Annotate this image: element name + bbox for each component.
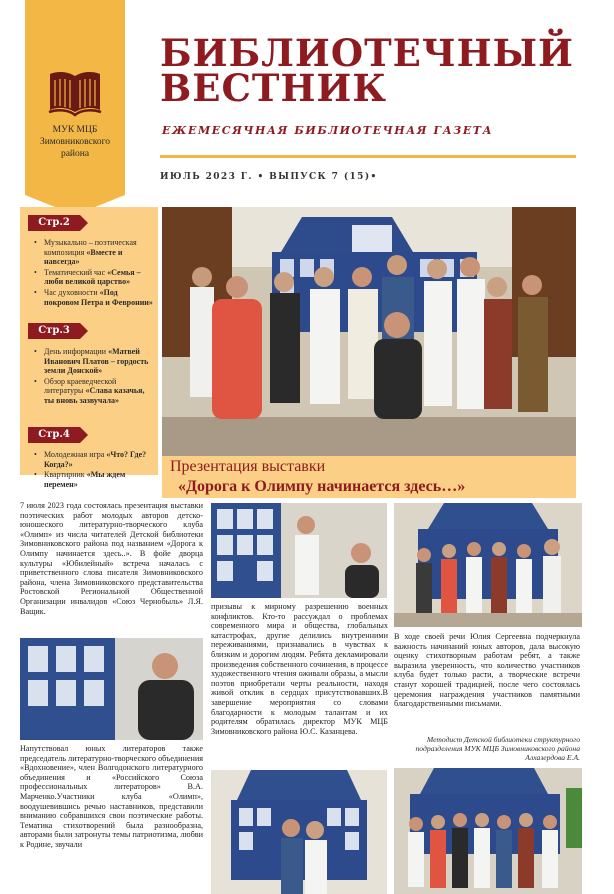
list-item: • Час духовности «Под покровом Петра и Февронии» — [34, 288, 154, 307]
participants-photo — [394, 503, 582, 627]
article-title: «Дорога к Олимпу начинается здесь…» — [178, 478, 466, 495]
list-item: • Молодежная игра «Что? Где? Когда?» — [34, 450, 154, 469]
group-photo — [162, 207, 576, 457]
open-book-icon — [47, 68, 103, 118]
article-paragraph: В ходе своей речи Юлия Сергеевна подчеркнула важность начинаний юных авторов, дала высокую оценку стихотворным работам ребят, а также выразила уверенность, что количество участников клуба будет только расти, а творческие встречи станут хорошей традицией, после чего состоялась церемония награждения участников памятными благодарственными письмами. — [394, 632, 580, 709]
page-label: Стр.2 — [28, 215, 80, 231]
list-item: • День информации «Матвей Иванович Платов – гордость земли Донской» — [34, 347, 154, 376]
newspaper-title: БИБЛИОТЕЧНЫЙ ВЕСТНИК — [160, 31, 574, 110]
newspaper-subtitle: ЕЖЕМЕСЯЧНАЯ БИБЛИОТЕЧНАЯ ГАЗЕТА — [162, 124, 494, 137]
page-label: Стр.4 — [28, 427, 80, 443]
page-label: Стр.3 — [28, 323, 80, 339]
article-paragraph: призывы к мирному разрешению военных конфликтов. Кто-то рассуждал о проблемах современного мира и общества, глобальных катастрофах, другие делились внутренними переживаниями, признавались в чувствах к близким и дорогим людям. Ребята декламировали произведения собственного сочинения, в процессе художественного чтения оживали образы, а мысли поэтов приобретали черты реальности, находя живой отклик в сердцах присутствовавших.В завершение мероприятия со словами благодарности к молодым талантам и их родителям обратилась директор МУК МЦБ Зимовниковского района Ю.С. Казанцева. — [211, 602, 388, 736]
contents-sidebar — [20, 207, 158, 489]
article-paragraph: Напутствовал юных литераторов также председатель литературно-творческого объединения «Вдохновение», член Волгодонского литературного объединения и «Российского Союза профессиональных литераторов» В.А. Марченко.Участники клуба «Олимп», воодушевившись речью наставников, представили вниманию собравшихся свои поэтические работы. Тематика стихотворений была разнообразна, авторами были затронуты темы патриотизма, любви к Родине, звучали — [20, 744, 203, 849]
article-heading: Презентация выставки — [170, 458, 326, 475]
issue-info: ИЮЛЬ 2023 Г. • ВЫПУСК 7 (15)• — [160, 172, 378, 182]
group-photo-small — [394, 768, 582, 894]
contents-list — [34, 347, 154, 407]
article-paragraph: 7 июля 2023 года состоялась презентация выставки поэтических работ молодых авторов детско-юношеского литературно-творческого клуба «Олимп» из числа читателей Детской библиотеки Зимовниковского района под названием «Дорога к Олимпу начинается здесь..». В фойе дворца культуры «Юбилейный» встреча началась с приветственного слова писателя Зимовниковского района, члена Зимовниковского представительства Ростовской Региональной Общественной Организации инвалидов «Союз Чернобыль» Л.Я. Ващик. — [20, 501, 203, 616]
list-item: • Тематический час «Семья – люби великой царство» — [34, 268, 154, 287]
list-item: • Музыкально – поэтическая композиция «Вместе и навсегда» — [34, 238, 154, 267]
header-divider — [160, 155, 576, 158]
author-signature: Методист Детской библиотеки структурного подразделения МУК МЦБ Зимовниковского района Алхазердова Е.А. — [415, 735, 580, 762]
contents-list — [34, 238, 154, 308]
contents-list — [34, 450, 154, 490]
org-name: МУК МЦБ Зимовниковского района — [39, 125, 111, 159]
list-item: • Обзор краеведческой литературы «Слава казачья, ты вновь зазвучала» — [34, 377, 154, 406]
award-photo — [211, 770, 387, 894]
list-item: • Квартирник «Мы ждем перемен» — [34, 470, 154, 489]
event-photo — [211, 503, 387, 598]
speaker-photo — [20, 638, 203, 740]
